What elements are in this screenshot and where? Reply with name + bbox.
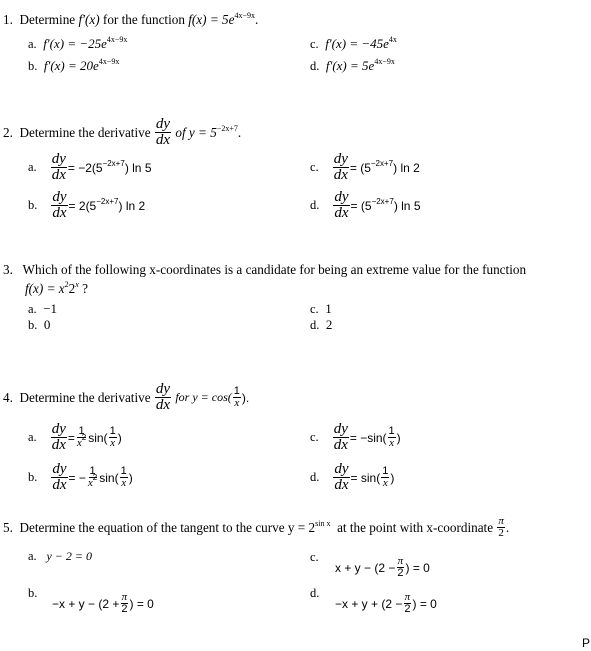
question-number: 4.	[3, 389, 13, 405]
page-marker: P	[582, 636, 591, 650]
option-3c[interactable]: c. 1	[310, 301, 332, 316]
option-1c[interactable]: c. $f'(x) = -45e^{4x}$	[310, 35, 397, 51]
option-1d[interactable]: d. $f'(x) = 5e^{4x-9x}$	[310, 57, 395, 73]
option-5a[interactable]: a. y − 2 = 0	[28, 549, 92, 563]
option-2c[interactable]: c. $\frac{dy}{dx}$ = $(5^{-2x+7})$ ln 2	[310, 151, 420, 183]
option-1b[interactable]: b. $f'(x) = 20e^{4x-9x}$	[28, 57, 120, 73]
option-3b[interactable]: b. 0	[28, 317, 51, 332]
option-2a[interactable]: a. $\frac{dy}{dx}$ = $-2(5^{-2x+7})$ ln 5	[28, 151, 152, 183]
option-2d[interactable]: d. $\frac{dy}{dx}$ = $(5^{-2x+7})$ ln 5	[310, 189, 421, 221]
question-2-stem: 2. Determine the derivative $\frac{dy}{dx}$ of $y = 5^{-2x+7}$.	[3, 116, 242, 148]
option-5b-label: b.	[28, 586, 38, 600]
option-4d[interactable]: d. $\frac{dy}{dx}$ = sin( $\frac{1}{x}$ )	[310, 461, 395, 493]
question-4-stem: 4. Determine the derivative $\frac{dy}{dx}$ for y = cos( $\frac{1}{x}$ ).	[3, 381, 250, 413]
option-3d[interactable]: d. 2	[310, 317, 333, 332]
question-number: 3.	[3, 262, 13, 277]
question-number: 1.	[3, 12, 13, 27]
option-5b[interactable]: −x + y − (2 + $\frac{\pi}{2}$ ) = 0	[52, 591, 154, 615]
option-5c[interactable]: x + y − (2 − $\frac{\pi}{2}$ ) = 0	[335, 555, 430, 579]
question-number: 5.	[3, 519, 13, 535]
option-1a[interactable]: a. $f'(x) = -25e^{4x-9x}$	[28, 35, 128, 51]
question-5-stem: 5. Determine the equation of the tangent to the curve $y = 2^{sin x}$ at the point with x-coordinate $\frac{\pi}{2}$ .	[3, 515, 510, 539]
question-3-stem: 3. Which of the following x-coordinates is a candidate for being an extreme value for the function	[3, 262, 527, 277]
question-number: 2.	[3, 124, 13, 140]
question-1-stem: 1. Determine f′(x) for the function $f(x) = 5e^{4x-9x}$.	[3, 11, 259, 27]
option-2b[interactable]: b. $\frac{dy}{dx}$ = $2(5^{-2x+7})$ ln 2	[28, 189, 146, 221]
option-4a[interactable]: a. $\frac{dy}{dx}$ = $\frac{1}{x^2}$ sin( $\frac{1}{x}$ )	[28, 421, 122, 453]
option-5d-label: d.	[310, 586, 320, 600]
option-3a[interactable]: a. −1	[28, 301, 58, 316]
option-5d[interactable]: −x + y + (2 − $\frac{\pi}{2}$ ) = 0	[335, 591, 437, 615]
option-4b[interactable]: b. $\frac{dy}{dx}$ = − $\frac{1}{x^2}$ sin( $\frac{1}{x}$ )	[28, 461, 133, 493]
option-4c[interactable]: c. $\frac{dy}{dx}$ = −sin( $\frac{1}{x}$ )	[310, 421, 401, 453]
option-5c-label: c.	[310, 550, 319, 564]
question-3-function: $f(x) = x^22^x$ ?	[25, 280, 88, 296]
